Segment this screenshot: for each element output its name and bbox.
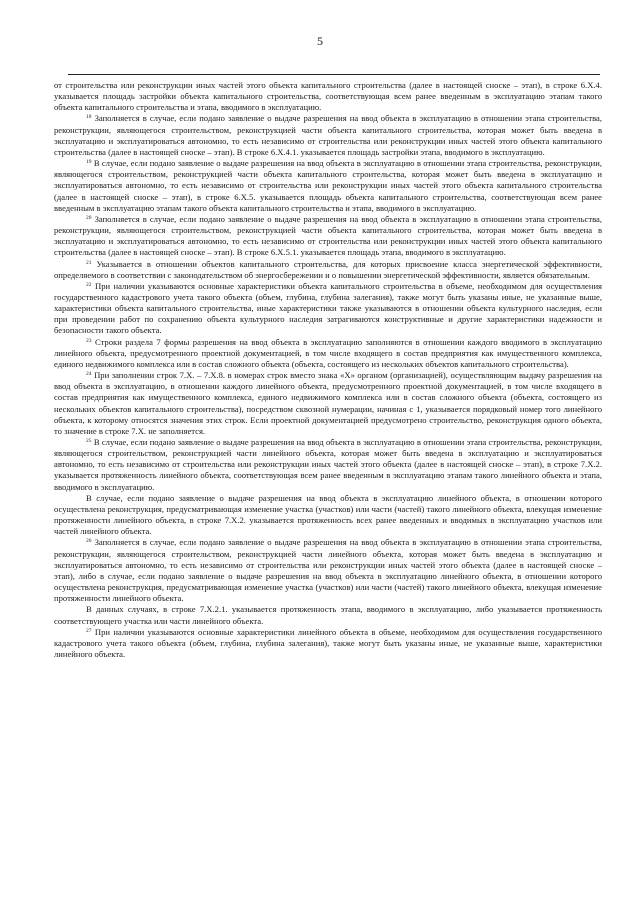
footnote-text: Заполняется в случае, если подано заявление о выдаче разрешения на ввод объекта в эксплуатацию в отношении этапа строительства, реконструкции, являющегося строительством, реконструкцией части объекта капитального строительства, которая может быть введена в эксплуатацию и эксплуатироваться автономно, то есть независимо от строительства или реконструкции иных частей этого объекта капитального строительства (далее в настоящей сноске – этап). В строке 6.Х.5.1. указывается площадь этапа, вводимого в эксплуатацию.	[54, 213, 602, 258]
footnotes-body	[54, 80, 602, 660]
footnote-text: При заполнении строк 7.Х. – 7.Х.8. в номерах строк вместо знака «Х» органом (организацией), осуществляющим выдачу разрешения на ввод объекта в эксплуатацию, в отношении каждого линейного объекта, предусмотренного проектной документацией, в том числе входящего в состав предприятия как имущественного комплекса, единого недвижимого комплекса или в состав сложного объекта (объекта, состоящего из нескольких объектов капитального строительства), посредством сквозной нумерации, начиная с 1, указывается порядковый номер того линейного объекта, к которому относятся значения этих строк. Если проектной документацией предусмотрено строительство, реконструкция одного объекта, то значение в строке 7.Х. не заполняется.	[54, 370, 602, 436]
footnote-marker: 22	[86, 281, 92, 288]
footnote-22	[54, 281, 602, 337]
footnote-text: В случае, если подано заявление о выдаче разрешения на ввод объекта в эксплуатацию в отношении этапа строительства, реконструкции, являющегося строительством, реконструкцией части объекта капитального строительства, которая может быть введена в эксплуатацию и эксплуатироваться автономно, то есть независимо от строительства или реконструкции иных частей этого объекта капитального строительства (далее в настоящей сноске – этап), в строке 6.Х.5. указывается площадь объекта капитального строительства, соответствующая всем ранее введенным в эксплуатацию этапам такого объекта капитального строительства и этапа, вводимого в эксплуатацию.	[54, 158, 602, 213]
footnote-marker: 26	[86, 538, 92, 545]
footnote-text: Указывается в отношении объектов капитального строительства, для которых присвоение класса энергетической эффективности, определяемого в соответствии с законодательством об энергосбережении и о повышении энергетической эффективности, является обязательным.	[54, 258, 602, 280]
footnote-marker: 24	[86, 371, 92, 378]
footnote-continuation	[54, 604, 602, 626]
footnote-marker: 20	[86, 214, 92, 221]
footnote-text: Заполняется в случае, если подано заявление о выдаче разрешения на ввод объекта в эксплуатацию в отношении этапа строительства, реконструкции, являющегося строительством, реконструкцией части объекта капитального строительства, которая может быть введена в эксплуатацию и эксплуатироваться автономно, то есть независимо от строительства или реконструкции иных частей этого объекта капитального строительства (далее в настоящей сноске – этап). В строке 6.Х.4.1. указывается площадь застройки этапа, вводимого в эксплуатацию.	[54, 113, 602, 157]
footnote-marker: 19	[86, 159, 92, 166]
footnote-26	[54, 537, 602, 604]
footnote-separator	[68, 74, 600, 75]
footnote-text: В данных случаях, в строке 7.Х.2.1. указывается протяженность этапа, вводимого в эксплуатацию, либо указывается протяженность соответствующего участка или части линейного объекта.	[54, 604, 602, 626]
footnote-20	[54, 214, 602, 259]
page-number: 5	[317, 34, 323, 48]
footnote-marker: 23	[86, 337, 92, 344]
footnote-23	[54, 337, 602, 370]
footnote-text: При наличии указываются основные характеристики объекта капитального строительства в объеме, необходимом для осуществления государственного кадастрового учета такого объекта (объем, глубина, глубина залегания), также могут быть указаны иные, не указанные выше, характеристики объекта капитального строительства, иные характеристики также указываются в отношении объекта культурного наследия, если при проведении работ по сохранению объекта культурного наследия затрагиваются конструктивные и другие характеристики надежности и безопасности такого объекта.	[54, 280, 602, 336]
footnote-marker: 27	[86, 627, 92, 634]
footnote-marker: 18	[86, 114, 92, 121]
footnote-text: от строительства или реконструкции иных частей этого объекта капитального строительства (далее в настоящей сноске – этап), в строке 6.Х.4. указывается площадь застройки объекта капитального строительства, соответствующая всем ранее введенным в эксплуатацию этапам такого объекта капитального строительства и этапа, вводимого в эксплуатацию.	[54, 80, 602, 113]
footnote-25	[54, 437, 602, 493]
footnote-19	[54, 158, 602, 214]
footnote-marker: 25	[86, 438, 92, 444]
footnote-27	[54, 627, 602, 660]
footnote-18	[54, 113, 602, 158]
footnote-21	[54, 259, 602, 281]
footnote-text: В случае, если подано заявление о выдаче разрешения на ввод объекта в эксплуатацию линейного объекта, в отношении которого осуществлена реконструкция, предусматривающая изменение участка (участков) или части (частей) такого линейного объекта, влекущая изменение протяженности линейного объекта, в строке 7.Х.2. указывается протяженность всех ранее введенных и вводимых в эксплуатацию участков или частей линейного объекта.	[54, 492, 602, 537]
footnote-text: В случае, если подано заявление о выдаче разрешения на ввод объекта в эксплуатацию в отношении этапа строительства, реконструкции, являющегося строительством, реконструкцией части линейного объекта, которая может быть введена в эксплуатацию и эксплуатироваться автономно, то есть независимо от строительства или реконструкции иных частей этого объекта (далее в настоящей сноске – этап), в строке 7.Х.2. указывается протяженность линейного объекта, соответствующая всем ранее введенным в эксплуатацию этапам такого линейного объекта и этапа, вводимого в эксплуатацию.	[54, 437, 602, 492]
footnote-text: При наличии указываются основные характеристики линейного объекта в объеме, необходимом для осуществления государственного кадастрового учета такого объекта (объем, глубина, глубина залегания), также могут быть указаны иные, не указанные выше, характеристики линейного объекта.	[54, 626, 602, 659]
footnote-marker: 21	[86, 259, 92, 266]
footnote-continuation	[54, 493, 602, 538]
footnote-text: Заполняется в случае, если подано заявление о выдаче разрешения на ввод объекта в эксплуатацию в отношении этапа строительства, реконструкции, являющегося строительством, реконструкцией части линейного объекта, которая может быть введена в эксплуатацию и эксплуатироваться автономно, то есть независимо от строительства или реконструкции иных частей этого объекта (далее в настоящей сноске – этап), либо в случае, если подано заявление о выдаче разрешения на ввод объекта в эксплуатацию линейного объекта, в отношении которого осуществлена реконструкция, предусматривающая изменение участка (участков) или части (частей) такого линейного объекта, влекущая изменение протяженности линейного объекта.	[54, 537, 602, 604]
footnote-24	[54, 370, 602, 437]
footnote-text: Строки раздела 7 формы разрешения на ввод объекта в эксплуатацию заполняются в отношении каждого вводимого в эксплуатацию линейного объекта, предусмотренного проектной документацией, в том числе входящего в состав предприятия как имущественного комплекса, единого недвижимого комплекса или в состав сложного объекта (объекта, состоящего из нескольких объектов капитального строительства).	[54, 336, 602, 369]
footnote-continuation	[54, 80, 602, 113]
